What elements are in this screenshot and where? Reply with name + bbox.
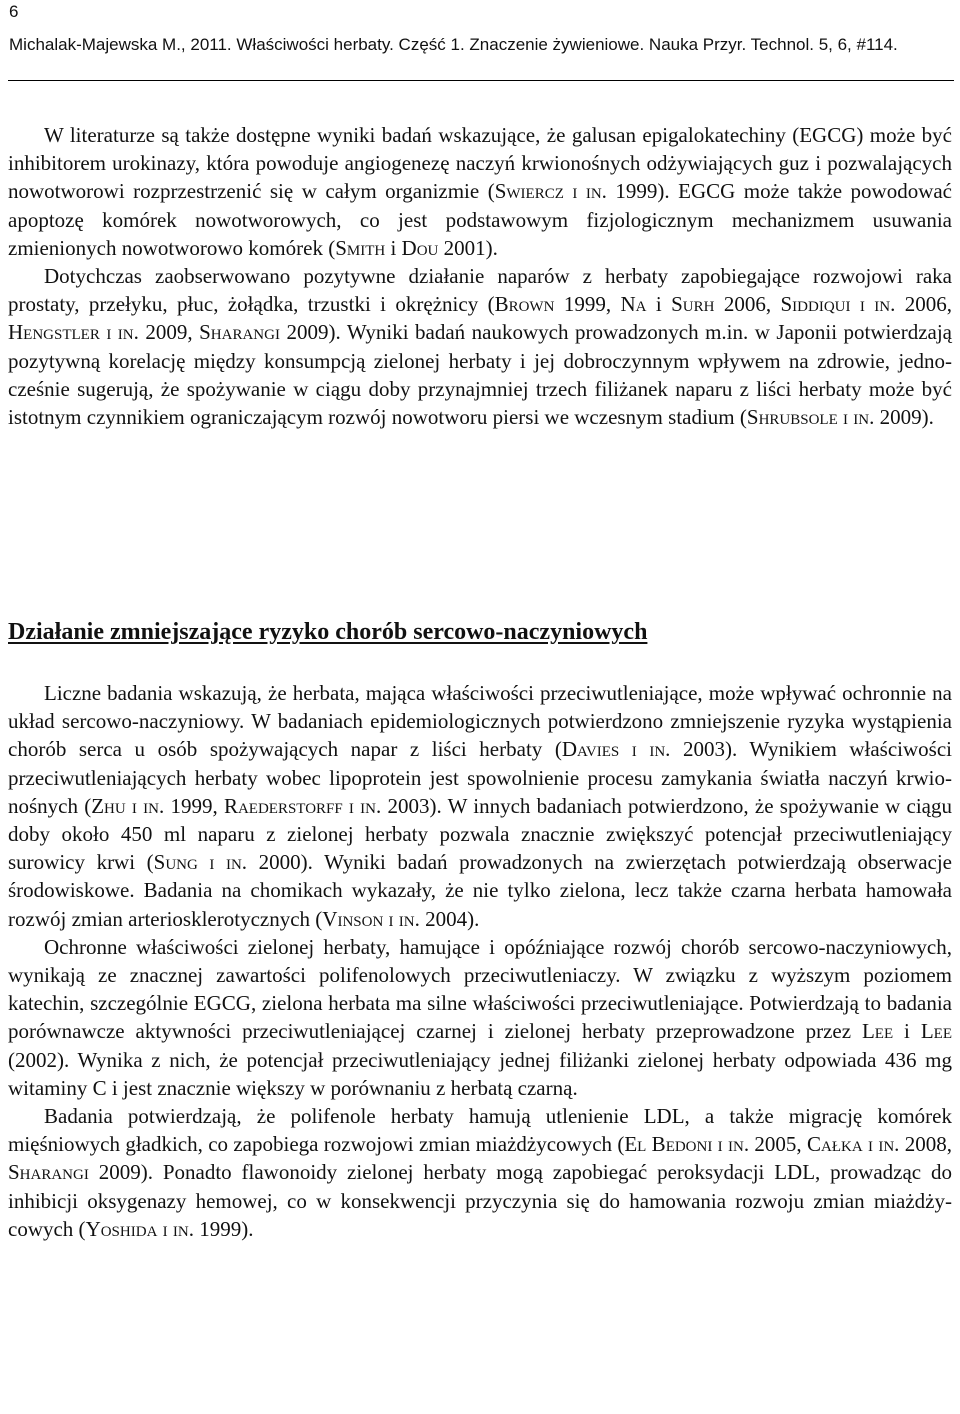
citation-author: Sharangi <box>8 1160 89 1185</box>
citation-author: Raederstorff i in. <box>223 793 382 818</box>
text-run: 2009). Ponadto flawonoidy zielonej herbaty mogą zapobiegać peroksydacji LDL, prowadząc do inhibicji oksygenazy hemowej, co w konsekwencji przyczynia się do hamowania rozwoju zmian miażdżycowych ( <box>8 1160 952 1241</box>
citation-author: Yoshida i in. <box>85 1216 194 1241</box>
paragraph <box>8 679 952 933</box>
text-run: 2003). W innych badaniach potwierdzono, że spożywanie w ciągu doby około 450 ml naparu z zielonej herbaty pozwala znacznie zwiększyć potencjał przeciwutleniający surowicy krwi ( <box>8 793 952 875</box>
citation-author: Hengstler i in. <box>8 320 139 345</box>
section-2-body <box>8 679 952 1243</box>
citation-header: Michalak-Majewska M., 2011. Właściwości herbaty. Część 1. Znaczenie żywieniowe. Nauka Przyr. Technol. 5, 6, #114. <box>9 35 898 54</box>
text-run: 2006, <box>714 292 781 317</box>
citation-author: Vinson i in. <box>322 906 420 931</box>
paragraph <box>8 262 952 431</box>
text-run: 1999, <box>164 793 224 818</box>
text-run: Badania potwierdzają, że polifenole herbaty hamują utlenienie LDL, a także migrację komórek mięśniowych gładkich, co zapobiega rozwojowi zmian miażdżycowych ( <box>8 1104 952 1157</box>
text-run: Dotychczas zaobserwowano pozytywne działanie naparów z herbaty zapobiegające rozwojowi raka prostaty, przełyku, płuc, żołądka, trzustki i okrężnicy ( <box>8 264 952 317</box>
text-run: 2005, <box>749 1132 808 1157</box>
text-run: 2003). Wynikiem właściwości przeciwutleniających herbaty wobec lipoprotein jest spowolnienie procesu zamykania światła naczyń krwionośnych ( <box>8 737 952 818</box>
text-run: (2002). Wynika z nich, że potencjał przeciwutleniający jednej filiżanki zielonej herbaty odpowiada 436 mg witaminy C i jest znacznie większy w porównaniu z herbatą czarną. <box>8 1047 952 1100</box>
page-number: 6 <box>9 2 19 21</box>
text-run: 2009). <box>874 405 934 430</box>
text-run: 2008, <box>899 1132 953 1157</box>
text-run: Ochronne właściwości zielonej herbaty, hamujące i opóźniające rozwój chorób sercowo-naczyniowych, wynikają ze znacznej zawartości polifenolowych przeciwutleniaczy. W związku z wyższym poziomem katechin, szczególnie EGCG, zielona herbata ma silne właściwości przeciwutleniające. Potwierdzają to badania porównawcze aktywności przeciwutleniającej czarnej i zielonej herbaty przeprowadzone przez <box>8 934 952 1044</box>
text-run: Liczne badania wskazują, że herbata, mająca właściwości przeciwutleniające, może wpływać ochronnie na układ sercowo-naczyniowy. W badaniach epidemiologicznych potwierdzono zmniejszenie ryzyka wystąpienia chorób serca u osób spożywających napar z liści herbaty ( <box>8 681 952 762</box>
citation-author: Dou <box>401 235 439 260</box>
text-run: 1999). <box>193 1216 254 1241</box>
text-run: 1999). EGCG może także powodować apoptozę komórek nowotworowych, co jest podstawowym fizjologicznym mechanizmem usuwania zmienionych nowotworowo komórek ( <box>8 179 953 260</box>
citation-author: Całka i in. <box>807 1132 900 1157</box>
text-run: 1999, <box>554 292 621 317</box>
text-run: 2009, <box>138 320 200 345</box>
citation-author: Swiercz i in. <box>494 179 607 204</box>
text-run: i <box>893 1019 921 1044</box>
citation-author: Smith <box>335 235 386 260</box>
text-run: 2006, <box>895 292 953 317</box>
citation-author: Lee <box>920 1019 952 1044</box>
paragraph <box>8 121 952 262</box>
citation-author: Surh <box>671 292 715 317</box>
text-run: 2004). <box>419 906 480 931</box>
section-heading: Działanie zmniejszające ryzyko chorób sercowo-naczyniowych <box>8 619 648 645</box>
citation-author: Siddiqui i in. <box>780 292 896 317</box>
citation-author: Na <box>620 292 647 317</box>
citation-author: Brown <box>494 292 555 317</box>
paragraph <box>8 1102 952 1243</box>
text-run: 2009). Wyniki badań naukowych prowadzonych m.in. w Japonii potwierdzają pozytywną korelację między konsumpcją zielonej herbaty i jej dobroczynnym wpływem na zdrowie, jednocześnie sugerują, że spożywanie w ciągu doby przynajmniej trzech filiżanek naparu z liści herbaty może być istotnym czynnikiem ograniczającym rozwój nowotworu piersi we wczesnym stadium ( <box>8 320 952 430</box>
text-run: 2000). Wyniki badań prowadzonych na zwierzętach potwierdzają obserwacje środowiskowe. Badania na chomikach wykazały, że nie tylko zielona, lecz także czarna herbata hamowała rozwój zmian arteriosklerotycznych ( <box>8 850 952 931</box>
text-run: W literaturze są także dostępne wyniki badań wskazujące, że galusan epigalokatechiny (EGCG) może być inhibitorem urokinazy, która powoduje angiogenezę naczyń krwionośnych odżywiających guz i pozwalających nowotworowi rozprzestrzenić się w całym organizmie ( <box>8 123 952 204</box>
citation-author: Davies i in. <box>561 737 671 762</box>
paragraph <box>8 933 952 1102</box>
citation-author: Zhu i in. <box>91 793 165 818</box>
citation-author: El Bedoni i in. <box>624 1132 750 1157</box>
text-run: i <box>385 235 402 260</box>
text-run: i <box>646 292 672 317</box>
header-rule <box>8 80 954 81</box>
citation-author: Lee <box>861 1019 894 1044</box>
citation-author: Shrubsole i in. <box>746 405 875 430</box>
citation-author: Sharangi <box>199 320 280 345</box>
citation-author: Sung i in. <box>153 850 248 875</box>
text-run: 2001). <box>438 235 498 260</box>
section-1-body <box>8 121 952 431</box>
